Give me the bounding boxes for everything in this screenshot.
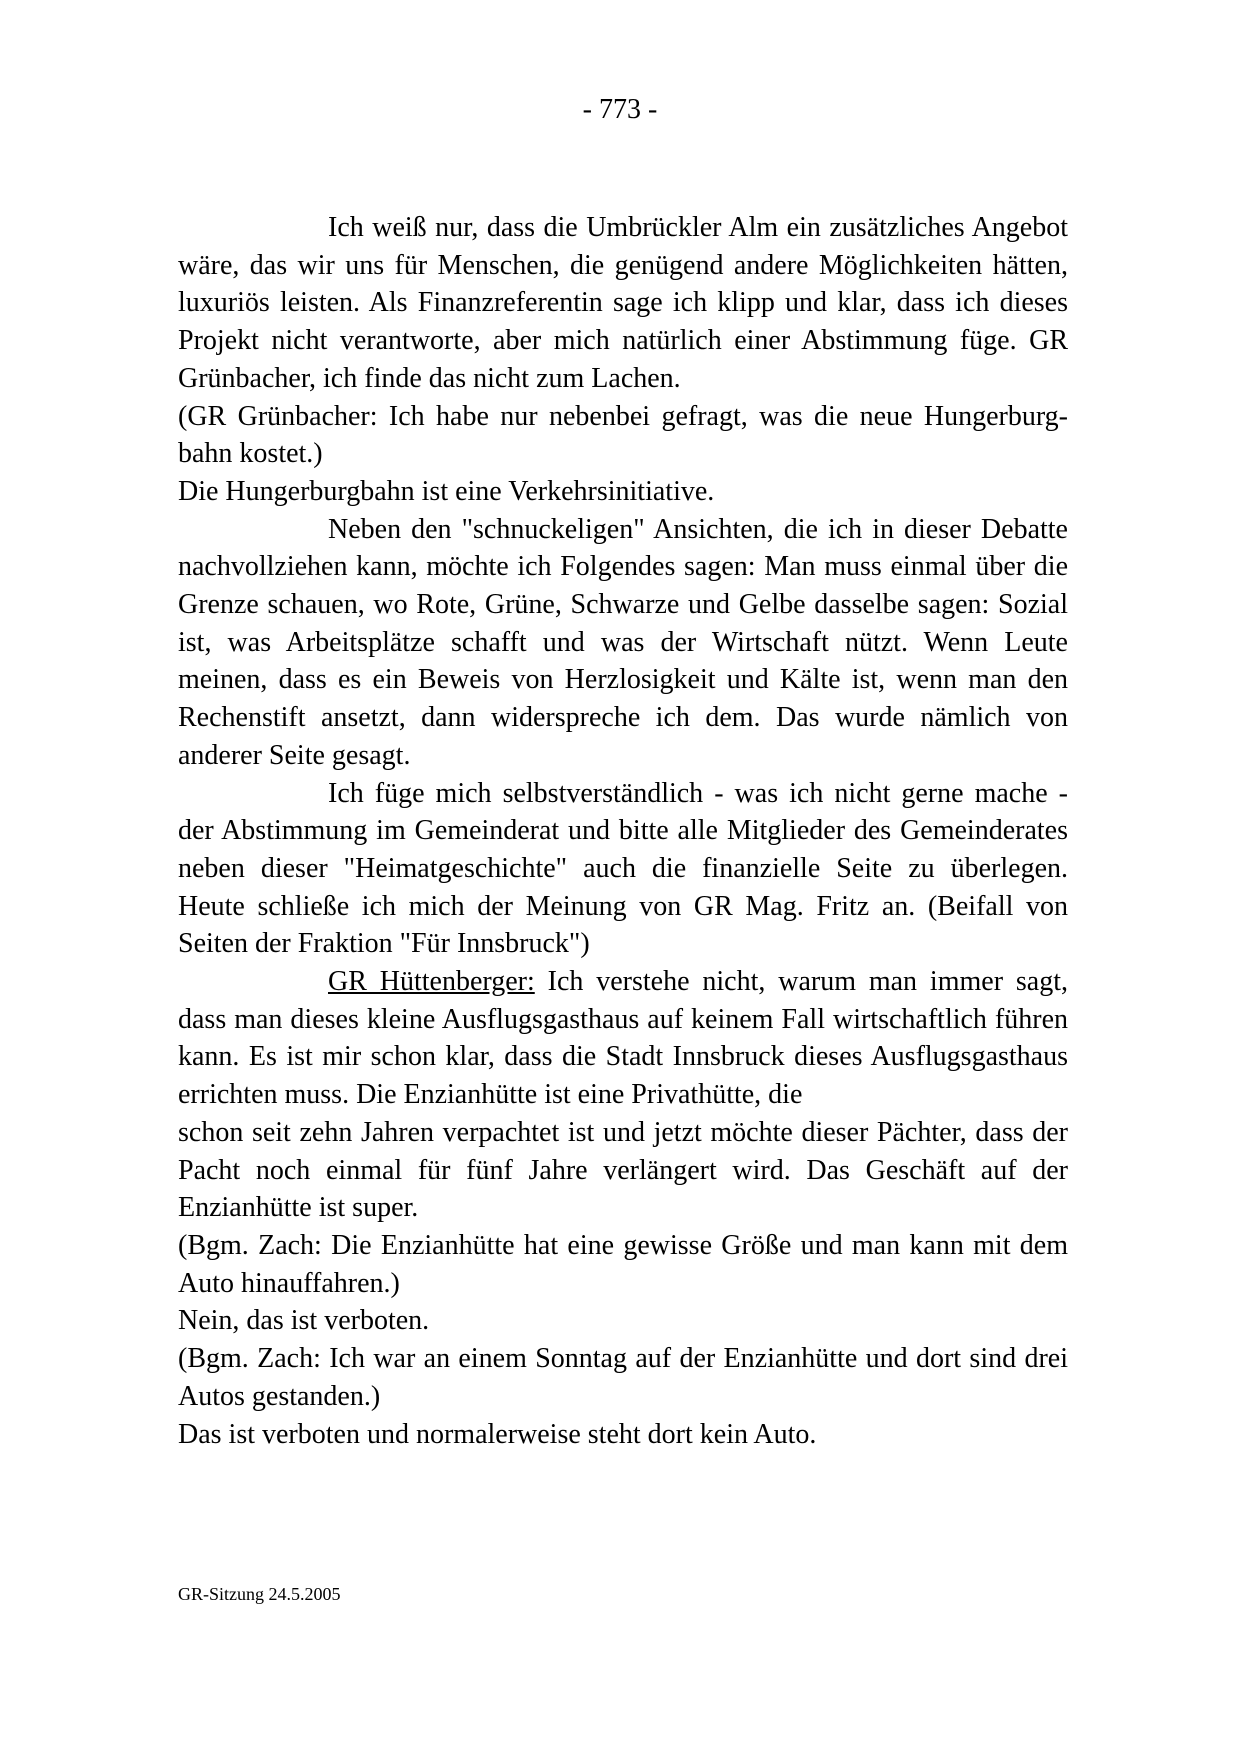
paragraph-schnuckelige-ansichten: Neben den "schnuckeligen" Ansichten, die ich in dieser Debatte nachvollziehen kann, möchte ich Folgendes sagen: Man muss einmal über die Grenze schauen, wo Rote, Grüne, Schwarze und Gelbe dasselbe sagen: Sozial ist, was Arbeitsplätze schafft und was der Wirtschaft nützt. Wenn Leute meinen, dass es ein Beweis von Herzlosigkeit und Kälte ist, wenn man den Rechenstift ansetzt, dann widerspreche ich dem. Das wurde nämlich von anderer Seite gesagt.	[178, 513, 1068, 771]
paragraph-umbrueckler-alm: Ich weiß nur, dass die Umbrückler Alm ein zusätzliches Angebot wäre, das wir uns für Menschen, die genügend andere Möglichkeiten hätten, luxuriös leisten. Als Finanzreferentin sage ich klipp und klar, dass ich dieses Projekt nicht verantworte, aber mich natürlich einer Abstimmung füge. GR Grünbacher, ich finde das nicht zum Lachen.	[178, 212, 1068, 394]
speaker-name: GR Hüttenberger:	[328, 966, 535, 998]
speaker-statement-part1: Ich verstehe nicht, warum man immer sagt, dass man dieses kleine Ausflugsgasthaus auf keinem Fall wirtschaftlich führen kann. Es ist mir schon klar, dass die Stadt Innsbruck dieses Ausflugsgasthaus errichten muss. Die Enzianhütte ist eine Privathütte, die	[178, 966, 1068, 1111]
document-body	[178, 209, 1068, 1453]
paragraph-enzianhuette-pacht: schon seit zehn Jahren verpachtet ist und jetzt möchte dieser Pächter, dass der Pacht noch einmal für fünf Jahre verlängert wird. Das Geschäft auf der Enzianhütte ist super.	[178, 1116, 1068, 1224]
paragraph-hungerburgbahn: Die Hungerburgbahn ist eine Verkehrsinitiative.	[178, 475, 715, 507]
interjection-gr-gruenbacher: (GR Grünbacher: Ich habe nur nebenbei gefragt, was die neue Hungerburgbahn kostet.)	[178, 400, 1068, 470]
interjection-bgm-zach-2: (Bgm. Zach: Ich war an einem Sonntag auf der Enzianhütte und dort sind drei Autos gestanden.)	[178, 1343, 1068, 1412]
paragraph-verboten: Nein, das ist verboten.	[178, 1305, 430, 1337]
paragraph-kein-auto: Das ist verboten und normalerweise steht dort kein Auto.	[178, 1418, 817, 1450]
page-number: - 773 -	[582, 94, 658, 125]
footer-session-date: GR-Sitzung 24.5.2005	[178, 1584, 341, 1604]
paragraph-abstimmung: Ich füge mich selbstverständlich - was ich nicht gerne mache - der Abstimmung im Gemeinderat und bitte alle Mitglieder des Gemeinderates neben dieser "Heimatgeschichte" auch die finanzielle Seite zu überlegen. Heute schließe ich mich der Meinung von GR Mag. Fritz an. (Beifall von Seiten der Fraktion "Für Innsbruck")	[178, 777, 1068, 960]
interjection-bgm-zach-1: (Bgm. Zach: Die Enzianhütte hat eine gewisse Größe und man kann mit dem Auto hinauffahren.)	[178, 1229, 1068, 1299]
paragraph-gr-huettenberger	[178, 963, 1068, 1114]
